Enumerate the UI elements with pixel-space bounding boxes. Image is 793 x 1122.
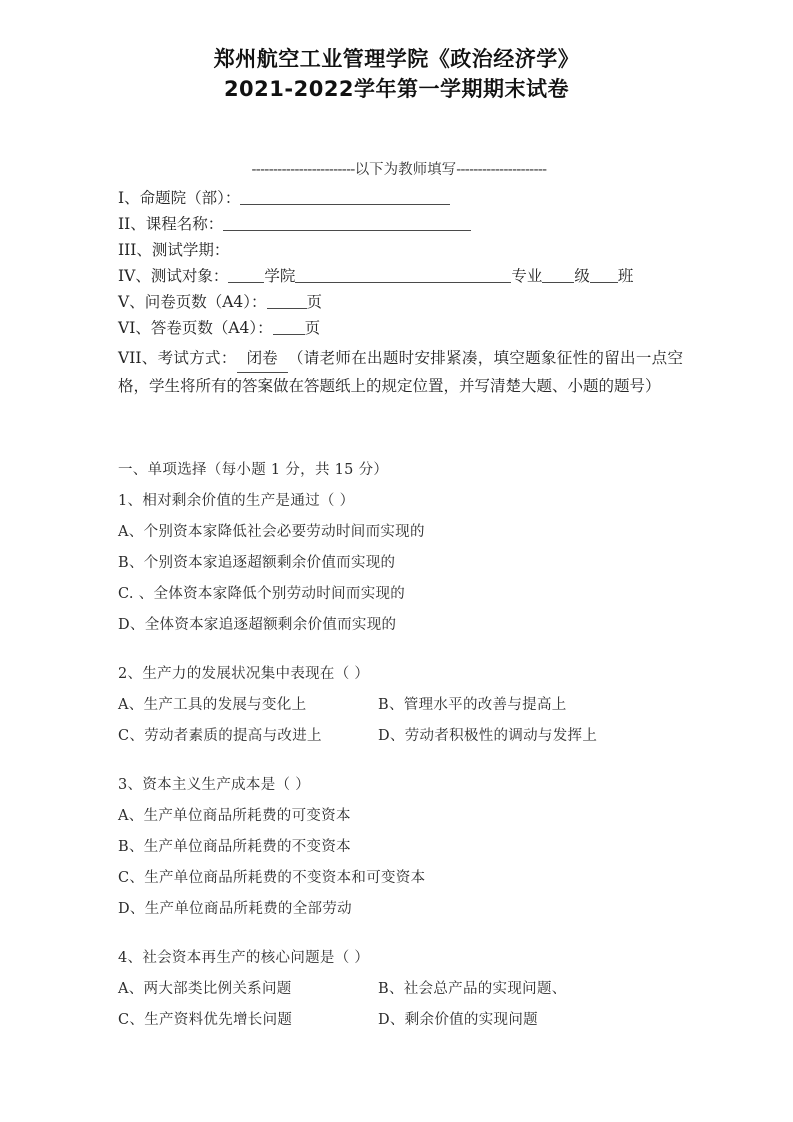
question-4-option-d[interactable]: D、剩余价值的实现问题 [378,1012,538,1028]
field-suffix-class: 班 [617,267,634,285]
exam-questions [118,455,688,1036]
question-2-option-a[interactable]: A、生产工具的发展与变化上 [118,697,307,713]
exam-method-note: （请老师在出题时安排紧凑，填空题象征性的留出一点空格，学生将所有的答案做在答题纸上的规定位置，并写清楚大题、小题的题号） [118,349,683,395]
teacher-fill-divider [118,159,680,181]
question-4-option-b[interactable]: B、社会总产品的实现问题、 [378,981,567,997]
field-row-answer-pages [118,315,688,341]
field-blank-grade[interactable] [542,267,574,283]
field-row-proposing-department [118,185,688,211]
field-unit-question-pages: 页 [306,293,323,311]
question-1-option-b[interactable]: B、个别资本家追逐超额剩余价值而实现的 [118,555,396,571]
field-numeral-3: III、 [118,241,152,259]
field-label-4: 测试对象： [150,267,229,285]
question-2-option-row-2 [118,721,688,752]
question-2-option-c[interactable]: C、劳动者素质的提高与改进上 [118,728,322,744]
question-block-1 [118,486,688,641]
field-numeral-6: VI、 [118,319,151,337]
field-blank-major[interactable] [295,267,511,283]
field-numeral-1: I、 [118,189,140,207]
question-3-option-c[interactable]: C、生产单位商品所耗费的不变资本和可变资本 [118,870,426,886]
field-unit-answer-pages: 页 [304,319,321,337]
divider-label: 以下为教师填写 [354,162,457,178]
field-label-3: 测试学期： [151,241,230,259]
section-heading-single-choice: 一、单项选择（每小题 1 分，共 15 分） [118,462,389,478]
field-numeral-5: V、 [118,293,145,311]
question-4-option-row-2 [118,1005,688,1036]
question-spacer [118,752,688,770]
question-1-option-c[interactable]: C. 、全体资本家降低个别劳动时间而实现的 [118,586,406,602]
question-1-option-d[interactable]: D、全体资本家追逐超额剩余价值而实现的 [118,617,397,633]
question-2-option-row-1 [118,690,688,721]
field-row-exam-method [118,345,683,399]
question-1-option-a[interactable]: A、个别资本家降低社会必要劳动时间而实现的 [118,524,425,540]
field-suffix-college: 学院 [264,267,296,285]
question-block-4 [118,943,688,1036]
field-row-course-name [118,211,688,237]
exam-method-value[interactable]: 闭卷 [237,345,288,373]
field-suffix-major: 专业 [511,267,543,285]
title-line-secondary: 2021-2022学年第一学期期末试卷 [223,77,570,101]
field-label-2: 课程名称： [145,215,224,233]
question-stem-4: 4、社会资本再生产的核心问题是（ ） [118,950,370,966]
page-title [0,44,793,104]
field-row-question-pages [118,289,688,315]
field-suffix-grade: 级 [574,267,590,285]
field-blank-question-pages[interactable] [267,293,307,309]
question-stem-1: 1、相对剩余价值的生产是通过（ ） [118,493,355,509]
teacher-fill-fields [118,185,688,341]
field-label-7: 考试方式： [157,349,237,367]
question-spacer [118,641,688,659]
divider-dashes-right: --------------------- [456,162,547,178]
field-blank-answer-pages[interactable] [273,319,305,335]
question-2-option-b[interactable]: B、管理水平的改善与提高上 [378,697,567,713]
field-label-5: 问卷页数（A4）： [144,293,267,311]
field-label-6: 答卷页数（A4）： [150,319,273,337]
field-numeral-7: VII、 [118,349,158,367]
field-row-test-semester [118,237,688,263]
question-4-option-c[interactable]: C、生产资料优先增长问题 [118,1012,293,1028]
question-spacer [118,925,688,943]
question-3-option-d[interactable]: D、生产单位商品所耗费的全部劳动 [118,901,352,917]
title-line-primary: 郑州航空工业管理学院《政治经济学》 [213,47,580,71]
question-3-option-a[interactable]: A、生产单位商品所耗费的可变资本 [118,808,351,824]
field-blank-proposing-department[interactable] [240,189,450,205]
question-block-2 [118,659,688,752]
field-blank-course-name[interactable] [223,215,471,231]
question-4-option-a[interactable]: A、两大部类比例关系问题 [118,981,292,997]
field-numeral-2: II、 [118,215,146,233]
field-numeral-4: IV、 [118,267,151,285]
question-block-3 [118,770,688,925]
question-3-option-b[interactable]: B、生产单位商品所耗费的不变资本 [118,839,351,855]
question-stem-2: 2、生产力的发展状况集中表现在（ ） [118,666,370,682]
question-stem-3: 3、资本主义生产成本是（ ） [118,777,311,793]
field-row-test-audience [118,263,688,289]
question-2-option-d[interactable]: D、劳动者积极性的调动与发挥上 [378,728,598,744]
question-4-option-row-1 [118,974,688,1005]
field-label-1: 命题院（部）： [139,189,241,207]
divider-dashes-left: ------------------------ [251,162,355,178]
field-blank-class[interactable] [590,267,618,283]
field-blank-college[interactable] [228,267,264,283]
